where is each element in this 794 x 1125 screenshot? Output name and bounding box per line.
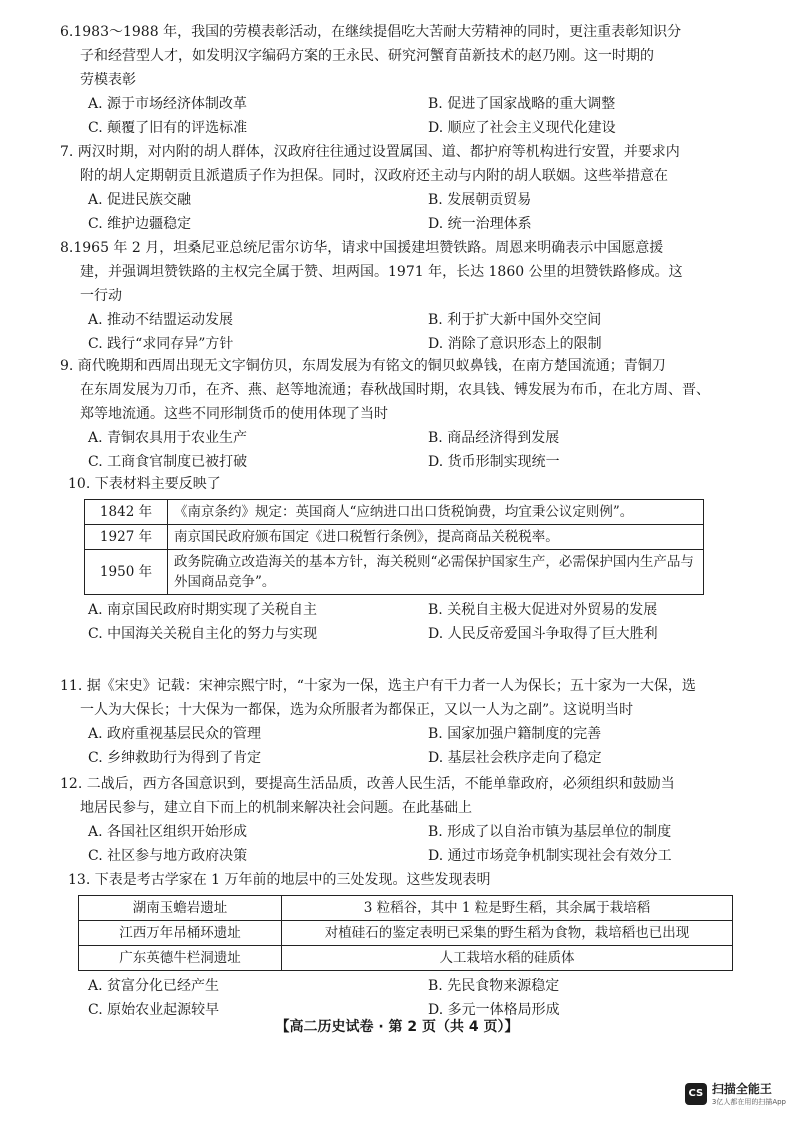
table-row — [85, 500, 704, 525]
scanner-watermark — [685, 1080, 786, 1107]
option-b: B. 先民食物来源稳定 — [428, 978, 560, 994]
option-b: B. 商品经济得到发展 — [428, 430, 560, 446]
option-b: B. 关税自主极大促进对外贸易的发展 — [428, 602, 658, 618]
table-row — [79, 896, 733, 921]
watermark-text — [712, 1080, 786, 1107]
table-row — [85, 550, 704, 595]
question-stem: 8.1965 年 2 月，坦桑尼亚总统尼雷尔访华，请求中国援建坦赞铁路。周恩来明确表示中国愿意援 建，并强调坦赞铁路的主权完全属于赞、坦两国。1971 年，长达 1860 公里的坦赞铁路修成。这 一行动 — [60, 240, 683, 304]
question-10 — [60, 472, 760, 646]
watermark-title: 扫描全能王 — [711, 1082, 772, 1096]
options — [60, 974, 760, 1022]
question-stem: 10. 下表材料主要反映了 — [68, 476, 221, 492]
option-c: C. 工商食官制度已被打破 — [88, 454, 248, 470]
option-b: B. 形成了以自治市镇为基层单位的制度 — [428, 824, 672, 840]
table-cell-finding: 3 粒稻谷，其中 1 粒是野生稻，其余属于栽培稻 — [282, 896, 733, 921]
option-c: C. 社区参与地方政府决策 — [88, 848, 248, 864]
option-a: A. 青铜农具用于农业生产 — [88, 430, 248, 446]
table-cell-site: 江西万年吊桶环遗址 — [79, 921, 282, 946]
option-c: C. 维护边疆稳定 — [88, 216, 192, 232]
table-cell-site: 广东英德牛栏洞遗址 — [79, 946, 282, 971]
question-11 — [60, 674, 760, 770]
question-13 — [60, 868, 760, 1022]
question-stem: 13. 下表是考古学家在 1 万年前的地层中的三处发现。这些发现表明 — [68, 872, 491, 888]
option-c: C. 颠覆了旧有的评选标准 — [88, 120, 248, 136]
page-footer: 【高二历史试卷 · 第 2 页（共 4 页）】 — [275, 1019, 519, 1035]
option-c: C. 乡绅救助行为得到了肯定 — [88, 750, 262, 766]
option-b: B. 国家加强户籍制度的完善 — [428, 726, 602, 742]
option-d: D. 多元一体格局形成 — [428, 1002, 560, 1018]
option-c: C. 原始农业起源较早 — [88, 1002, 220, 1018]
findings-table — [78, 895, 733, 971]
question-9 — [60, 354, 760, 474]
table-cell-year: 1842 年 — [85, 500, 168, 525]
question-12 — [60, 772, 760, 868]
option-d: D. 顺应了社会主义现代化建设 — [428, 120, 616, 136]
watermark-subtitle: 3亿人都在用的扫描App — [711, 1098, 786, 1106]
table-row — [85, 525, 704, 550]
table-cell-text: 政务院确立改造海关的基本方针，海关税则“必需保护国家生产，必需保护国内生产品与外国商品竞争”。 — [168, 550, 704, 595]
option-d: D. 通过市场竞争机制实现社会有效分工 — [428, 848, 672, 864]
table-cell-year: 1927 年 — [85, 525, 168, 550]
option-d: D. 消除了意识形态上的限制 — [428, 336, 602, 352]
option-b: B. 利于扩大新中国外交空间 — [428, 312, 602, 328]
question-stem: 12. 二战后，西方各国意识到，要提高生活品质，改善人民生活，不能单靠政府，必须组织和鼓励当 地居民参与，建立自下而上的机制来解决社会问题。在此基础上 — [60, 776, 675, 816]
options — [60, 598, 760, 646]
option-a: A. 各国社区组织开始形成 — [88, 824, 248, 840]
table-cell-year: 1950 年 — [85, 550, 168, 595]
camscanner-logo-icon: CS — [685, 1083, 707, 1105]
options — [60, 722, 760, 770]
question-stem: 11. 据《宋史》记载：宋神宗熙宁时，“十家为一保，选主户有干力者一人为保长；五十家为一大保，选 一人为大保长；十大保为一都保，选为众所服者为都保正，又以一人为之副”。这说明当时 — [60, 678, 696, 718]
question-stem: 7. 两汉时期，对内附的胡人群体，汉政府往往通过设置属国、道、都护府等机构进行安置，并要求内 附的胡人定期朝贡且派遣质子作为担保。同时，汉政府还主动与内附的胡人联姻。这些举措意在 — [60, 144, 680, 184]
option-d: D. 人民反帝爱国斗争取得了巨大胜利 — [428, 626, 658, 642]
option-d: D. 货币形制实现统一 — [428, 454, 560, 470]
question-6 — [60, 20, 760, 140]
option-a: A. 南京国民政府时期实现了关税自主 — [88, 602, 318, 618]
table-cell-finding: 人工栽培水稻的硅质体 — [282, 946, 733, 971]
option-c: C. 践行“求同存异”方针 — [88, 336, 234, 352]
option-a: A. 促进民族交融 — [88, 192, 192, 208]
materials-table — [84, 499, 704, 595]
question-stem: 9. 商代晚期和西周出现无文字铜仿贝，东周发展为有铭文的铜贝蚁鼻钱，在南方楚国流通；青铜刀 在东周发展为刀币，在齐、燕、赵等地流通；春秋战国时期，农具钱、镈发展为布币，在北方周、晋、 郑等地流通。这些不同形制货币的使用体现了当时 — [60, 358, 710, 422]
table-cell-site: 湖南玉蟾岩遗址 — [79, 896, 282, 921]
options — [60, 426, 760, 474]
table-cell-text: 《南京条约》规定：英国商人“应纳进口出口货税饷费，均宜秉公议定则例”。 — [168, 500, 704, 525]
table-row — [79, 946, 733, 971]
question-8 — [60, 236, 760, 356]
option-c: C. 中国海关关税自主化的努力与实现 — [88, 626, 318, 642]
table-cell-text: 南京国民政府颁布国定《进口税暂行条例》，提高商品关税税率。 — [168, 525, 704, 550]
option-a: A. 贫富分化已经产生 — [88, 978, 220, 994]
option-d: D. 统一治理体系 — [428, 216, 532, 232]
table-row — [79, 921, 733, 946]
options — [60, 92, 760, 140]
option-a: A. 政府重视基层民众的管理 — [88, 726, 262, 742]
question-stem: 6.1983～1988 年，我国的劳模表彰活动，在继续提倡吃大苦耐大劳精神的同时，更注重表彰知识分 子和经营型人才，如发明汉字编码方案的王永民、研究河蟹育苗新技术的赵乃刚。这一时期的 劳模表彰 — [60, 24, 682, 88]
options — [60, 188, 760, 236]
question-7 — [60, 140, 760, 236]
option-b: B. 促进了国家战略的重大调整 — [428, 96, 616, 112]
option-b: B. 发展朝贡贸易 — [428, 192, 532, 208]
option-d: D. 基层社会秩序走向了稳定 — [428, 750, 602, 766]
option-a: A. 源于市场经济体制改革 — [88, 96, 248, 112]
options — [60, 308, 760, 356]
option-a: A. 推动不结盟运动发展 — [88, 312, 234, 328]
options — [60, 820, 760, 868]
table-cell-finding: 对植硅石的鉴定表明已采集的野生稻为食物，栽培稻也已出现 — [282, 921, 733, 946]
